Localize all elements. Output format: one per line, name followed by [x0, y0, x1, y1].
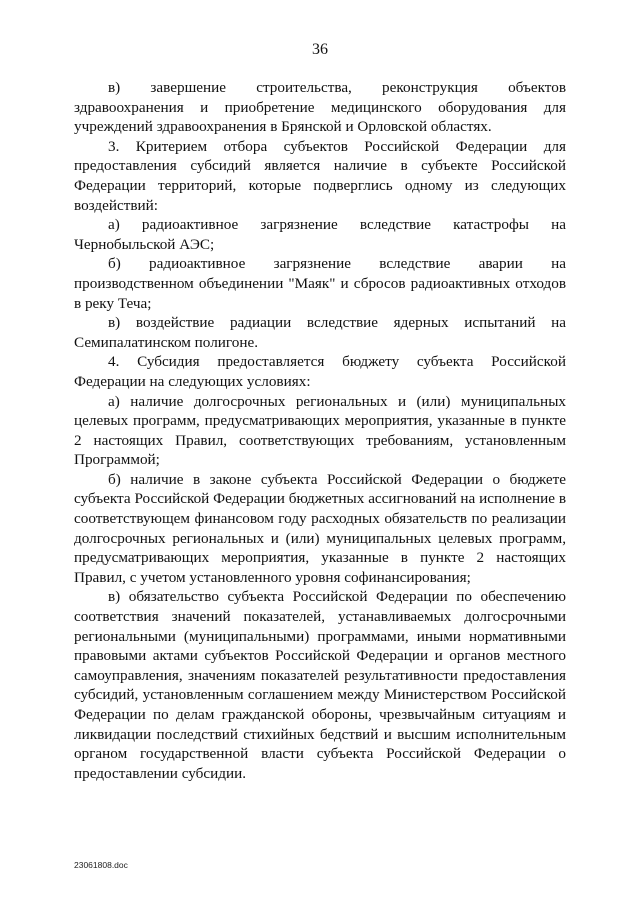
- paragraph-3b-mayak: б) радиоактивное загрязнение вследствие аварии на производственном объединении "Маяк" и сбросов радиоактивных отходов в реку Теча;: [74, 255, 566, 312]
- document-body: [74, 78, 566, 783]
- file-name-footer: 23061808.doc: [74, 860, 128, 870]
- paragraph-3v-construction: в) завершение строительства, реконструкция объектов здравоохранения и приобретение медицинского оборудования для учреждений здравоохранения в Брянской и Орловской областях.: [74, 79, 566, 136]
- paragraph-4a-programs: а) наличие долгосрочных региональных и (или) муниципальных целевых программ, предусматривающих мероприятия, указанные в пункте 2 настоящих Правил, соответствующих требованиям, установленным Программой;: [74, 392, 566, 469]
- paragraph-3-selection-criterion: 3. Критерием отбора субъектов Российской Федерации для предоставления субсидий является наличие в субъекте Российской Федерации территорий, которые подверглись одному из следующих воздействий:: [74, 137, 566, 214]
- page-number: 36: [312, 41, 328, 58]
- paragraph-4b-budget-law: б) наличие в законе субъекта Российской Федерации о бюджете субъекта Российской Федерации бюджетных ассигнований на исполнение в соответствующем финансовом году расходных обязательств по реализации долгосрочных региональных и (или) муниципальных целевых программ, предусматривающих мероприятия, указанные в пункте 2 настоящих Правил, с учетом установленного уровня софинансирования;: [74, 470, 566, 586]
- paragraph-3a-chernobyl: а) радиоактивное загрязнение вследствие катастрофы на Чернобыльской АЭС;: [74, 216, 566, 253]
- paragraph-4-subsidy-conditions: 4. Субсидия предоставляется бюджету субъекта Российской Федерации на следующих условиях:: [74, 353, 566, 390]
- paragraph-3v-semipalatinsk: в) воздействие радиации вследствие ядерных испытаний на Семипалатинском полигоне.: [74, 314, 566, 351]
- paragraph-4v-obligation: в) обязательство субъекта Российской Федерации по обеспечению соответствия значений показателей, устанавливаемых долгосрочными региональными (муниципальными) программами, иными нормативными правовыми актами субъектов Российской Федерации и органов местного самоуправления, значениям показателей результативности предоставления субсидий, установленным соглашением между Министерством Российской Федерации по делам гражданской обороны, чрезвычайным ситуациям и ликвидации последствий стихийных бедствий и высшим исполнительным органом государственной власти субъекта Российской Федерации о предоставлении субсидии.: [74, 588, 566, 782]
